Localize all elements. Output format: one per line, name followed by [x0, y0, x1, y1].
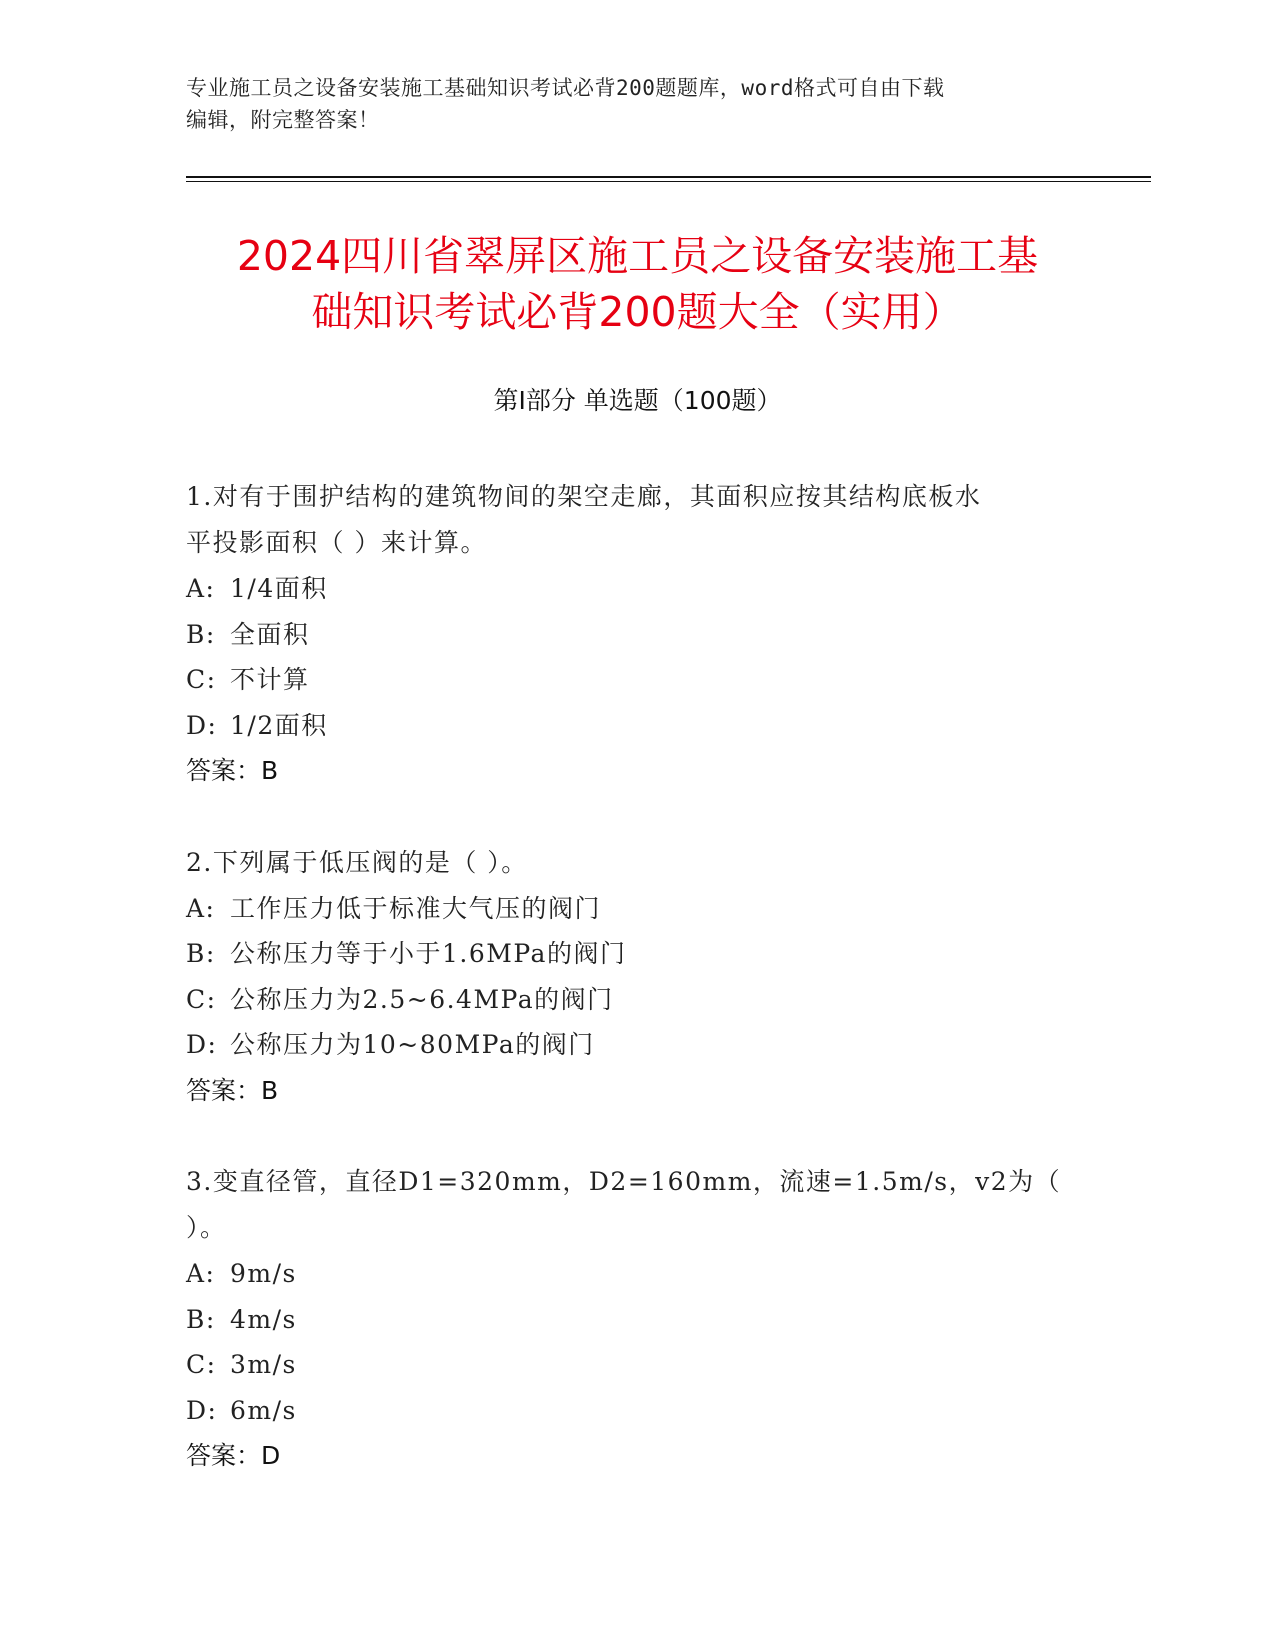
option-text: 3m/s [230, 1350, 297, 1379]
question-3 [186, 1159, 1066, 1479]
header-rule-thin [186, 181, 1151, 182]
document-title [150, 228, 1125, 340]
document-title-line2: 础知识考试必背200题大全（实用） [311, 288, 964, 336]
option-key: D: [186, 1395, 218, 1425]
answer: 答案：D [186, 1441, 281, 1470]
option-b [186, 612, 1066, 658]
option-c [186, 1342, 1066, 1388]
header-note-line1: 专业施工员之设备安装施工基础知识考试必背200题题库，word格式可自由下载 [186, 76, 945, 100]
section-heading: 第Ⅰ部分 单选题（100题） [493, 386, 782, 415]
question-stem: 3.变直径管，直径D1=320mm，D2=160mm，流速=1.5m/s，v2为（ ）。 [186, 1167, 1062, 1242]
option-text: 9m/s [230, 1259, 297, 1288]
option-a [186, 1251, 1066, 1297]
option-a [186, 886, 1066, 932]
option-key: A: [186, 893, 216, 923]
header-rule-thick [186, 176, 1151, 178]
option-d [186, 1022, 1066, 1068]
option-d [186, 703, 1066, 749]
option-text: 工作压力低于标准大气压的阀门 [230, 893, 602, 923]
option-key: B: [186, 619, 216, 649]
question-stem: 1.对有于围护结构的建筑物间的架空走廊，其面积应按其结构底板水 [186, 482, 982, 511]
option-key: C: [186, 1350, 217, 1379]
option-b [186, 931, 1066, 977]
option-text: 公称压力为10~80MPa的阀门 [230, 1030, 595, 1059]
option-key: C: [186, 665, 217, 694]
option-key: A: [186, 574, 216, 603]
option-key: B: [186, 939, 216, 968]
option-text: 1/4面积 [230, 574, 328, 603]
option-text: 不计算 [230, 665, 310, 694]
option-b [186, 1297, 1066, 1343]
question-stem-continued: 平投影面积（ ）来计算。 [186, 528, 487, 557]
answer: 答案：B [186, 1075, 279, 1105]
option-text: 公称压力等于小于1.6MPa的阀门 [230, 939, 627, 968]
option-key: C: [186, 984, 217, 1014]
option-c [186, 657, 1066, 703]
question-2 [186, 840, 1066, 1114]
question-1 [186, 474, 1066, 794]
question-list [186, 474, 1066, 1479]
option-key: A: [186, 1259, 216, 1288]
option-c [186, 977, 1066, 1023]
option-text: 全面积 [230, 619, 310, 649]
option-key: B: [186, 1304, 216, 1334]
option-key: D: [186, 710, 218, 740]
question-stem: 2.下列属于低压阀的是（ ）。 [186, 847, 528, 877]
header-note [186, 72, 1086, 136]
answer: 答案：B [186, 756, 279, 785]
spacer [186, 1113, 1066, 1159]
option-text: 公称压力为2.5~6.4MPa的阀门 [230, 984, 614, 1014]
option-d [186, 1388, 1066, 1434]
option-text: 1/2面积 [230, 710, 328, 740]
header-note-line2: 编辑，附完整答案！ [186, 108, 380, 132]
option-key: D: [186, 1030, 218, 1059]
option-text: 4m/s [230, 1304, 297, 1334]
document-title-line1: 2024四川省翠屏区施工员之设备安装施工基 [236, 232, 1039, 280]
option-a [186, 566, 1066, 612]
spacer [186, 794, 1066, 840]
option-text: 6m/s [230, 1395, 297, 1425]
